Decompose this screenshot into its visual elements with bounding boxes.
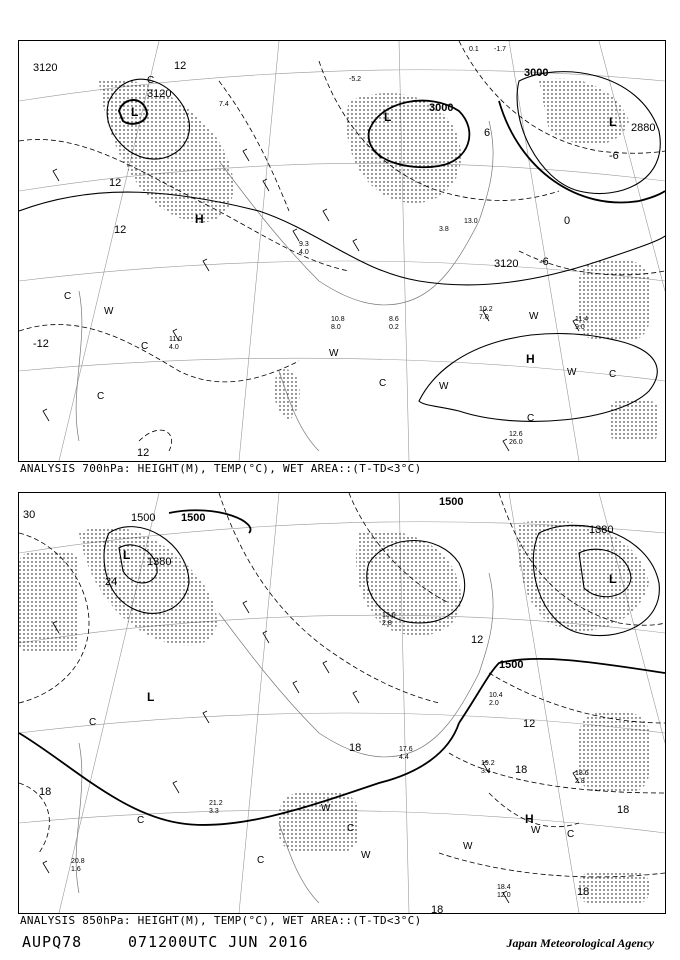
isotherm-label: 12 [109, 177, 122, 189]
station-value: 8.0 [331, 324, 341, 331]
height-label: 3120 [494, 258, 519, 270]
isotherm-label: 12 [174, 60, 187, 72]
high-center: H [195, 212, 204, 226]
isotherm-label: 18 [515, 764, 528, 776]
isotherm-label: 30 [23, 509, 36, 521]
air-mass-label: W [531, 825, 541, 836]
low-center: L [384, 110, 392, 124]
air-mass-label: W [463, 841, 473, 852]
station-value: 3.8 [439, 226, 449, 233]
air-mass-label: W [329, 348, 339, 359]
air-mass-label: W [567, 367, 577, 378]
air-mass-label: C [97, 391, 105, 402]
isotherm-label: 12 [137, 447, 150, 459]
low-center: L [609, 572, 617, 586]
station-value: 3.4 [481, 768, 491, 775]
station-value: 9.0 [575, 324, 585, 331]
height-label: 3000 [524, 67, 549, 79]
station-value: 12.6 [509, 431, 523, 438]
agency-name: Japan Meteorological Agency [506, 936, 654, 950]
air-mass-label: C [137, 815, 145, 826]
isotherm-label: 18 [349, 742, 362, 754]
station-values [71, 612, 589, 899]
isotherm-label: 18 [577, 886, 590, 898]
height-label: 3000 [429, 102, 454, 114]
station-value: 2.8 [382, 620, 392, 627]
station-value: 10.2 [479, 306, 493, 313]
isotherm-label: 18 [617, 804, 630, 816]
low-center: L [609, 115, 617, 129]
air-mass-label: C [257, 855, 265, 866]
isotherm-label: -6 [539, 256, 549, 268]
isotherm-label: -6 [609, 150, 619, 162]
chart-code: AUPQ78 [22, 933, 83, 951]
high-center: H [526, 352, 535, 366]
isotherm-label: 18 [39, 786, 52, 798]
isotherm-label: 0 [564, 215, 571, 227]
station-value: -5.2 [349, 76, 362, 83]
station-value: 8.6 [389, 316, 399, 323]
station-value: 7.4 [219, 101, 229, 108]
height-label: 1500 [181, 512, 206, 524]
isotherm-label: 6 [484, 127, 491, 139]
station-value: 2.0 [489, 700, 499, 707]
air-mass-label: W [104, 306, 114, 317]
isotherm-label: 24 [105, 576, 118, 588]
station-value: 0.2 [389, 324, 399, 331]
height-label: 1380 [147, 556, 172, 568]
low-center: L [123, 548, 131, 562]
air-mass-label: W [361, 850, 371, 861]
air-mass-label: C [64, 291, 72, 302]
air-mass-label: W [439, 381, 449, 392]
air-mass-label: C [379, 378, 387, 389]
station-value: 26.0 [509, 439, 523, 446]
map-850hpa-canvas [19, 493, 665, 913]
station-value: 13.6 [382, 612, 396, 619]
station-value: 4.4 [399, 754, 409, 761]
wind-barbs [43, 601, 579, 903]
air-mass-label: C [141, 341, 149, 352]
map-850hpa [18, 492, 666, 914]
station-value: 2.8 [575, 778, 585, 785]
isotherm-label: 18 [431, 904, 444, 913]
low-center: L [131, 105, 139, 119]
station-value: -1.7 [494, 46, 507, 53]
station-value: 18.6 [575, 770, 589, 777]
high-center: H [525, 812, 534, 826]
analysis-time: 071200UTC JUN 2016 [128, 933, 309, 951]
air-mass-label: C [89, 717, 97, 728]
height-label: 1500 [439, 496, 464, 508]
station-value: 13.0 [464, 218, 478, 225]
caption-700hpa: ANALYSIS 700hPa: HEIGHT(M), TEMP(°C), WET AREA::(T-TD<3°C) [20, 462, 422, 475]
station-value: 7.0 [479, 314, 489, 321]
map-700hpa-canvas [19, 41, 665, 461]
isotherm-label: 12 [523, 718, 536, 730]
air-mass-label: C [527, 413, 535, 424]
height-label: 2880 [631, 122, 656, 134]
air-mass-label: C [147, 75, 155, 86]
height-label: 3120 [33, 62, 58, 74]
station-value: 4.0 [299, 249, 309, 256]
station-value: 9.3 [299, 241, 309, 248]
isotherm-label: 12 [471, 634, 484, 646]
wind-barbs [43, 149, 579, 451]
height-label: 3120 [147, 88, 172, 100]
height-label: 1500 [131, 512, 156, 524]
isotherm-label: -12 [33, 338, 49, 350]
station-value: 0.1 [469, 46, 479, 53]
air-mass-label: C [567, 829, 575, 840]
station-value: 17.6 [399, 746, 413, 753]
air-mass-label: C [347, 823, 355, 834]
caption-850hpa: ANALYSIS 850hPa: HEIGHT(M), TEMP(°C), WET AREA::(T-TD<3°C) [20, 914, 422, 927]
isotherm-label: 12 [114, 224, 127, 236]
height-label: 1380 [589, 524, 614, 536]
low-center: L [147, 690, 155, 704]
station-value: 1.6 [71, 866, 81, 873]
map-700hpa [18, 40, 666, 462]
station-value: 21.2 [209, 800, 223, 807]
station-value: 12.0 [497, 892, 511, 899]
station-value: 10.8 [331, 316, 345, 323]
station-value: 19.2 [481, 760, 495, 767]
height-label: 1500 [499, 659, 524, 671]
station-value: 11.0 [169, 336, 183, 343]
station-value: 18.4 [497, 884, 511, 891]
air-mass-label: C [609, 369, 617, 380]
air-mass-label: W [321, 803, 331, 814]
station-value: 3.3 [209, 808, 219, 815]
air-mass-label: W [529, 311, 539, 322]
station-value: 11.4 [575, 316, 589, 323]
station-value: 20.8 [71, 858, 85, 865]
station-value: 10.4 [489, 692, 503, 699]
station-value: 4.0 [169, 344, 179, 351]
